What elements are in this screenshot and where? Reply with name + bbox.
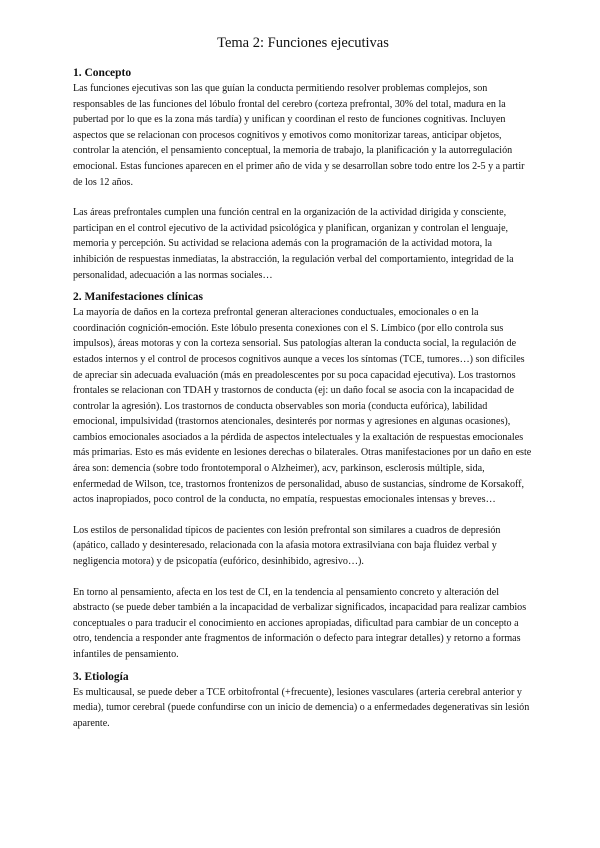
paragraph: Los estilos de personalidad típicos de pacientes con lesión prefrontal son similares a cuadros de depresión (apático, callado y desinteresado, relacionada con la afasia motora extrasilviana con baja fluidez verbal y negligencia motora) y de psicopatía (eufórico, desinhibido, agresivo…).: [73, 524, 501, 568]
document-title: Tema 2: Funciones ejecutivas: [217, 35, 389, 51]
paragraph: Las funciones ejecutivas son las que guían la conducta permitiendo resolver problemas complejos, son responsables de las funciones del lóbulo frontal del cerebro (corteza prefrontal, 30% del total, madura en la pubertad por lo que es la zona más tardía) y unifican y coordinan el resto de funciones cognitivas. Incluyen aspectos que se relacionan con procesos cognitivos y emotivos como monitorizar tareas, anticipar objetos, controlar la atención, el pensamiento conceptual, la memoria de trabajo, la planificación y la autorregulación emocional. Estas funciones aparecen en el primer año de vida y se desarrollan sobre todo entre los 2-5 y a partir de los 12 años.: [73, 83, 525, 188]
paragraph: Es multicausal, se puede deber a TCE orbitofrontal (+frecuente), lesiones vasculares (arteria cerebral anterior y media), tumor cerebral (puede confundirse con un inicio de demencia) o a enfermedades degenerativas sin lesión aparente.: [73, 686, 530, 729]
section-concepto: [73, 66, 533, 283]
paragraph: En torno al pensamiento, afecta en los test de CI, en la tendencia al pensamiento concreto y alteración del abstracto (se puede deber también a la incapacidad de verbalizar significados, incapacidad para realizar cambios conceptuales o para traducir el conocimiento en acciones apropiadas, dificultad para cambiar de un concepto a otro, tendencia a responder ante fragmentos de información o defecto para integrar detalles) y retorno a formas infantiles de pensamiento.: [73, 586, 527, 660]
paragraph: La mayoría de daños en la corteza prefrontal generan alteraciones conductuales, emocionales o en la coordinación cognición-emoción. Este lóbulo presenta conexiones con el S. Límbico (por ello controla sus impulsos), áreas motoras y con la corteza sensorial. Sus patologías alteran la conducta social, la regulación de estados internos y el control de procesos cognitivos aunque a veces los síntomas (TCE, tumores…) son difíciles de apreciar sin adecuada evaluación (más en preadolescentes por su poca capacidad ejecutiva). Los trastornos frontales se relacionan con TDAH y trastornos de conducta (ej: un daño focal se asocia con la incapacidad de controlar la agresión). Los trastornos de conducta observables son moria (conducta eufórica), labilidad emocional, impulsividad (trastornos atencionales, desinterés por normas y agresiones en algunas ocasiones), cambios emocionales asociados a la pérdida de aspectos intelectuales y la exaltación de respuestas emocionales más primarias. Esto es más evidente en lesiones derechas o bilaterales. Otras manifestaciones por un daño en este área son: demencia (sobre todo frontotemporal o Alzheimer), acv, parkinson, esclerosis múltiple, sida, enfermedad de Wilson, tce, trastornos frontenizos de personalidad, abuso de sustancias, síndrome de Korsakoff, actos inapropiados, poco control de la conducta, no empatía, respuestas emocionales intensas y breves…: [73, 307, 532, 506]
section-manifestaciones-clinicas: [73, 290, 533, 662]
section-etiologia: [73, 670, 533, 732]
paragraph: Las áreas prefrontales cumplen una función central en la organización de la actividad dirigida y consciente, participan en el control ejecutivo de la actividad psicológica y planifican, organizan y controlan el lenguaje, memoria y percepción. Su actividad se relaciona además con la programación de la actividad motora, la inhibición de respuestas inmediatas, la abstracción, la regulación verbal del comportamiento, integridad de la personalidad, adecuación a las normas sociales…: [73, 207, 514, 281]
document-page: [73, 34, 533, 738]
section-heading: 1. Concepto: [73, 67, 132, 79]
section-heading: 3. Etiología: [73, 670, 129, 683]
section-heading: 2. Manifestaciones clínicas: [73, 291, 203, 304]
